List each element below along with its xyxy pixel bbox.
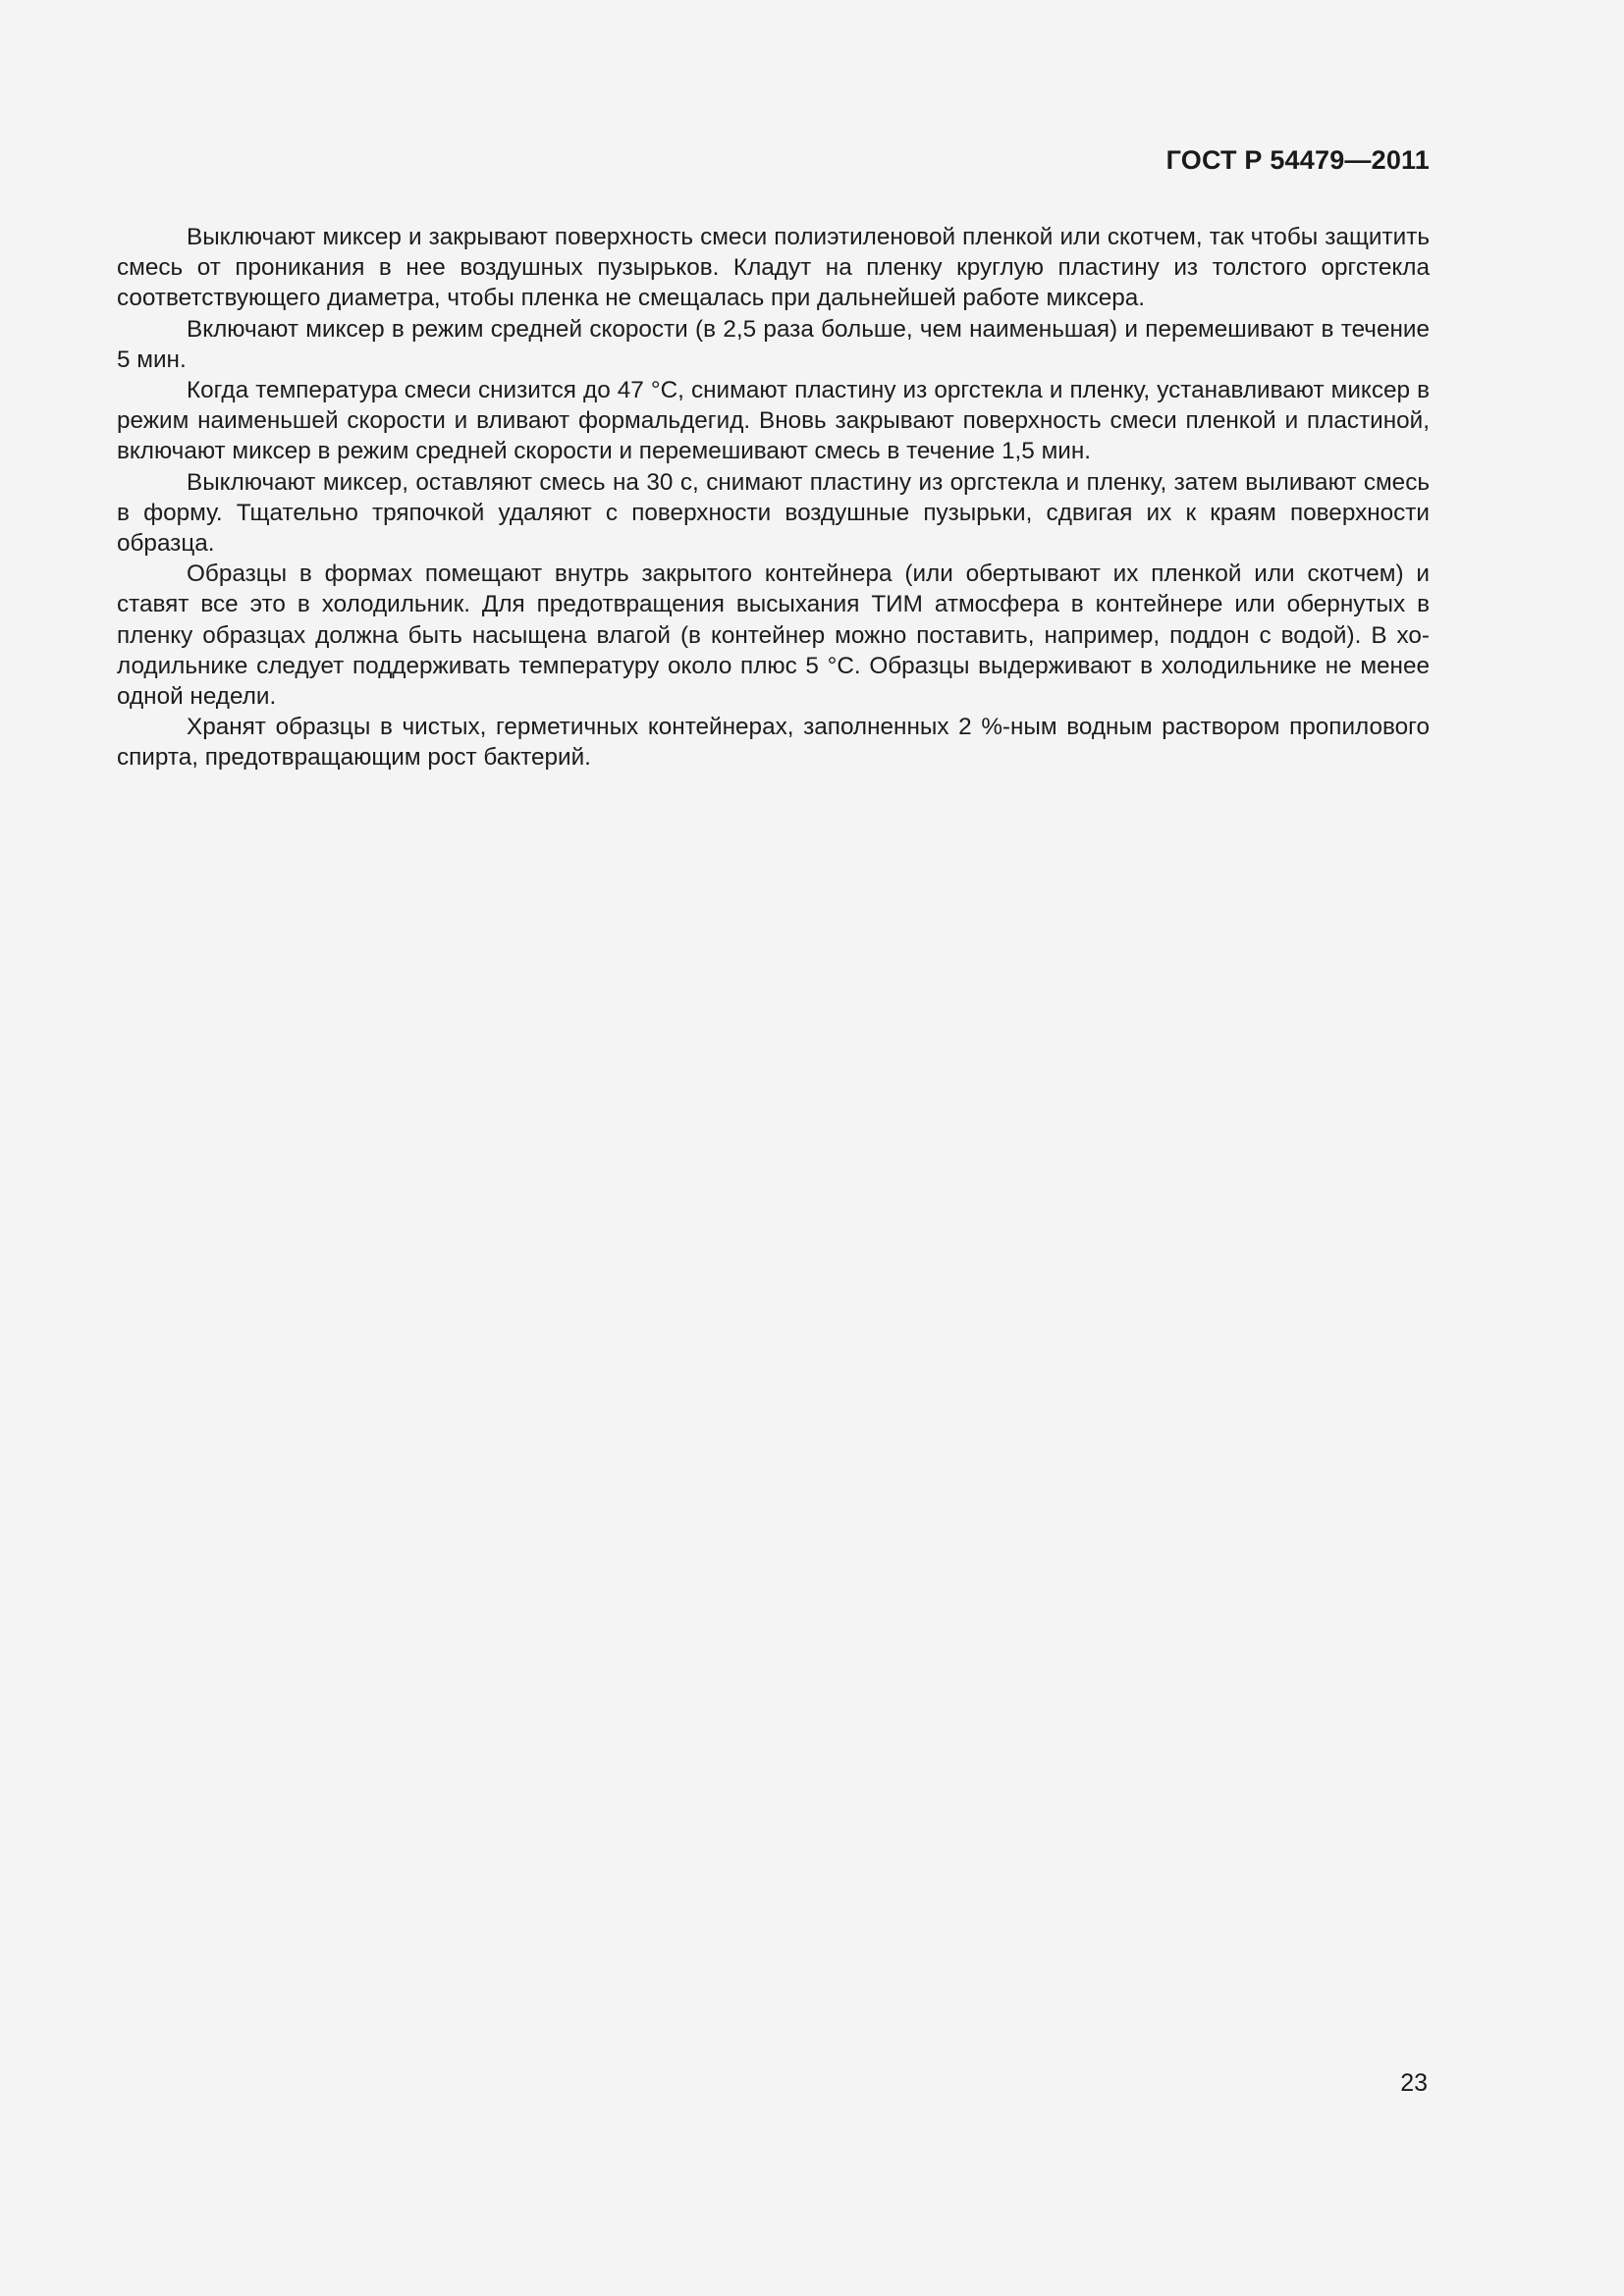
paragraph-mixer-off-cover: Выключают миксер и закрывают поверхность смеси полиэтиленовой пленкой или скотчем, так чтобы защитить смесь от проникания в нее воздушных пузырьков. Кладут на пленку круглую пластину из толстого оргстекла соответствующего диаметра, чтобы пленка не смещалась при дальнейшей работе миксера.	[117, 224, 1430, 312]
paragraph-medium-speed-mixing: Включают миксер в режим средней скорости (в 2,5 раза больше, чем наименьшая) и перемешивают в течение 5 мин.	[117, 315, 1430, 373]
document-body	[117, 222, 1430, 774]
paragraph-refrigerate-samples: Образцы в формах помещают внутрь закрытого контейнера (или обертывают их пленкой или скотчем) и ставят все это в холодильник. Для предотвращения высыхания ТИМ атмосфера в контейнере или обернутых в пленку образцах должна быть насыщена влагой (в контейнер можно поставить, например, поддон с водой). В холодильнике следует поддерживать температуру около плюс 5 °C. Образцы выдерживают в холодильнике не менее одной недели.	[117, 561, 1430, 711]
document-header: ГОСТ Р 54479—2011	[1165, 145, 1430, 175]
paragraph-storage: Хранят образцы в чистых, герметичных контейнерах, заполненных 2 %-ным водным раствором пропилового спирта, предотвращающим рост бактерий.	[117, 714, 1430, 772]
paragraph-add-formaldehyde: Когда температура смеси снизится до 47 °C, снимают пластину из оргстекла и пленку, устанавливают миксер в режим наименьшей скорости и вливают формальдегид. Вновь закрывают поверхность смеси пленкой и пластиной, включают миксер в режим средней скорости и перемешивают смесь в течение 1,5 мин.	[117, 377, 1430, 465]
page-number: 23	[1400, 2069, 1428, 2097]
paragraph-pour-into-mold: Выключают миксер, оставляют смесь на 30 с, снимают пластину из оргстекла и пленку, затем выливают смесь в форму. Тщательно тряпочкой удаляют с поверхности воздушные пузырьки, сдвигая их к краям поверхности образца.	[117, 468, 1430, 558]
